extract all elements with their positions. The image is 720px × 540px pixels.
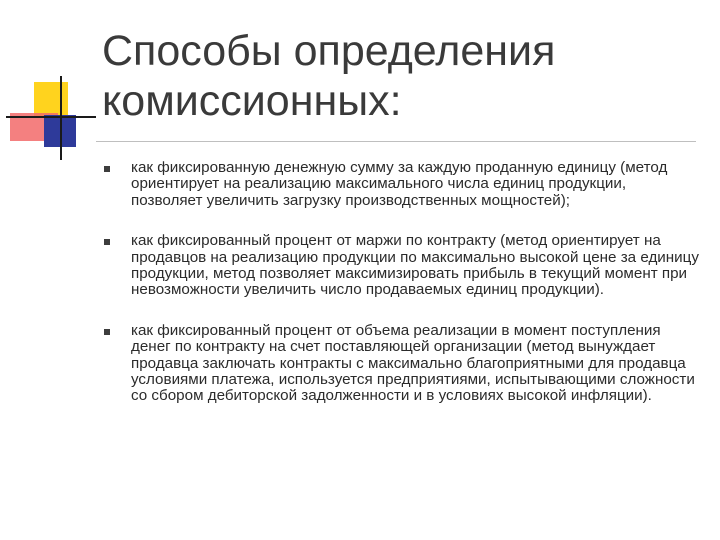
bullet-list [104,160,699,429]
title-divider [96,141,696,142]
bullet-text-2: как фиксированный процент от маржи по контракту (метод ориентирует на продавцов на реализацию продукции по максимально высокой цене за единицу продукции, метод позволяет максимизировать прибыль в текущий момент при невозможности увеличить число продаваемых единиц продукции). [131,232,699,299]
slide-title: Способы определения комиссионных: [102,27,556,125]
bullet-text-1: как фиксированную денежную сумму за каждую проданную единицу (метод ориентирует на реализацию максимального числа единиц продукции, позволяет увеличить загрузку производственных мощностей); [131,159,668,209]
square-bullet-icon [104,166,110,172]
bullet-item-3 [104,323,699,405]
bullet-item-1 [104,160,699,209]
logo-yellow-square [34,82,68,116]
bullet-text-3: как фиксированный процент от объема реализации в момент поступления денег по контракту на счет поставляющей организации (метод вынуждает продавца заключать контракты с максимально благоприятными для продавца условиями платежа, используется предприятиями, испытывающими сложности со сбором дебиторской задолженности и в условиях высокой инфляции). [131,321,695,405]
logo-horizontal-line [6,116,96,118]
square-bullet-icon [104,329,110,335]
bullet-item-2 [104,233,699,299]
square-bullet-icon [104,239,110,245]
logo-vertical-line [60,76,62,160]
